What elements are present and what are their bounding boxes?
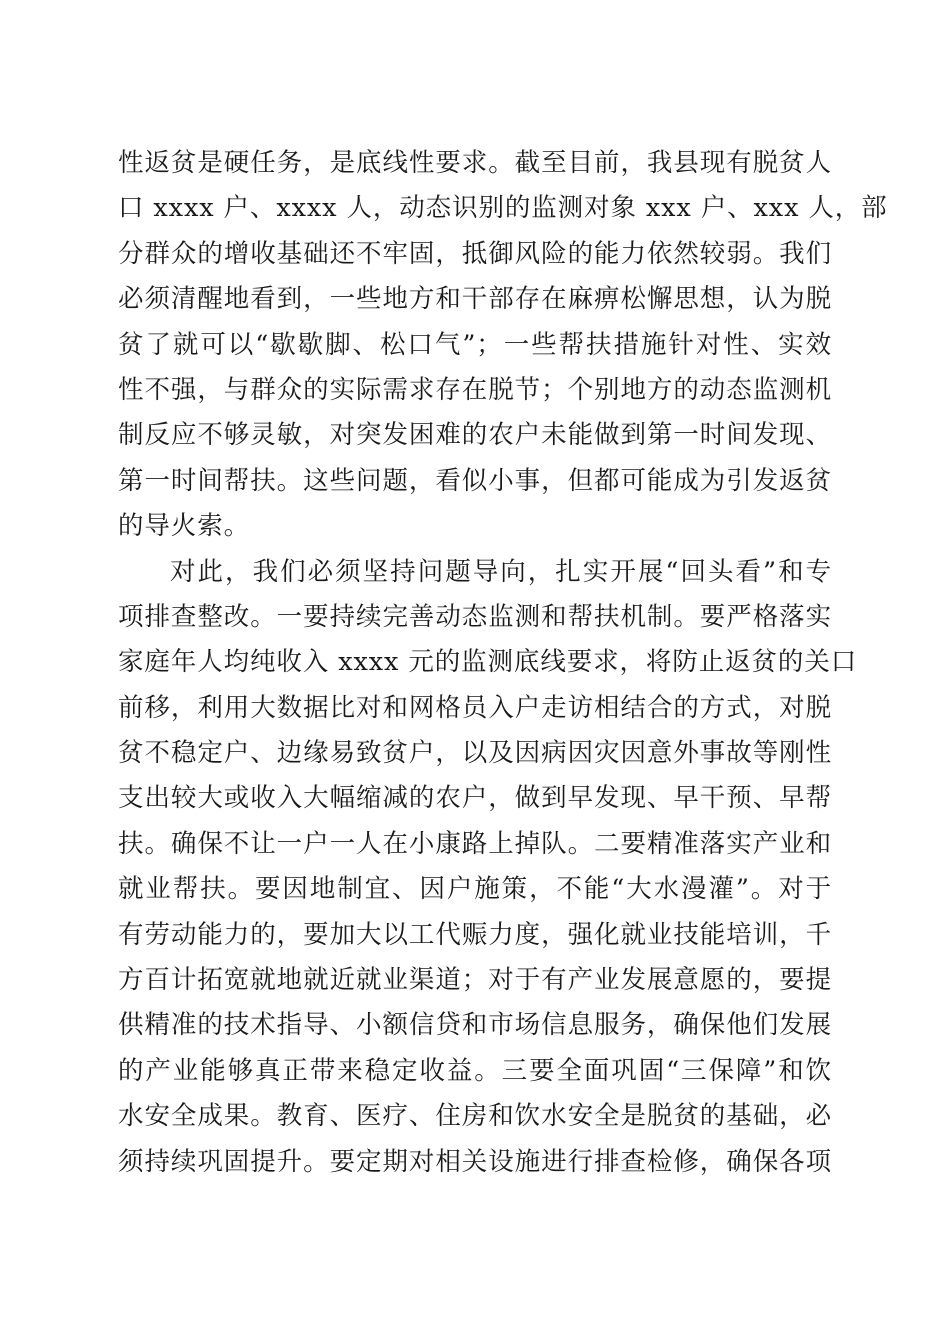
text-line: 有劳动能力的，要加大以工代赈力度，强化就业技能培训，千: [118, 919, 832, 950]
text-line: 对此，我们必须坚持问题导向，扎实开展“回头看”和专: [170, 556, 832, 587]
text-line: 的导火索。: [118, 511, 251, 542]
text-line: 水安全成果。教育、医疗、住房和饮水安全是脱贫的基础，必: [118, 1101, 832, 1132]
text-line: 性不强，与群众的实际需求存在脱节；个别地方的动态监测机: [118, 374, 832, 405]
text-line: 扶。确保不让一户一人在小康路上掉队。二要精准落实产业和: [118, 828, 832, 859]
text-line: 就业帮扶。要因地制宜、因户施策，不能“大水漫灌”。对于: [118, 874, 832, 905]
text-line: 必须清醒地看到，一些地方和干部存在麻痹松懈思想，认为脱: [118, 284, 832, 315]
text-line: 第一时间帮扶。这些问题，看似小事，但都可能成为引发返贫: [118, 465, 832, 496]
paragraph-2: [118, 550, 858, 1185]
text-line: 性返贫是硬任务，是底线性要求。截至目前，我县现有脱贫人: [118, 148, 832, 178]
text-line: 制反应不够灵敏，对突发困难的农户未能做到第一时间发现、: [118, 420, 832, 451]
text-line: 方百计拓宽就地就近就业渠道；对于有产业发展意愿的，要提: [118, 965, 832, 996]
text-line: 前移，利用大数据比对和网格员入户走访相结合的方式，对脱: [118, 692, 832, 723]
text-line: 的产业能够真正带来稳定收益。三要全面巩固“三保障”和饮: [118, 1055, 832, 1086]
text-line: 项排查整改。一要持续完善动态监测和帮扶机制。要严格落实: [118, 601, 832, 632]
text-line: 分群众的增收基础还不牢固，抵御风险的能力依然较弱。我们: [118, 238, 832, 269]
text-line: 须持续巩固提升。要定期对相关设施进行排查检修，确保各项: [118, 1146, 832, 1177]
document-body: [118, 141, 888, 1185]
text-line: 供精准的技术指导、小额信贷和市场信息服务，确保他们发展: [118, 1010, 832, 1041]
text-line: 支出较大或收入大幅缩减的农户，做到早发现、早干预、早帮: [118, 783, 832, 814]
text-line: 家庭年人均纯收入 xxxx 元的监测底线要求，将防止返贫的关口: [118, 647, 858, 678]
text-line: 贫了就可以“歇歇脚、松口气”；一些帮扶措施针对性、实效: [118, 329, 832, 360]
text-line: 贫不稳定户、边缘易致贫户，以及因病因灾因意外事故等刚性: [118, 738, 832, 769]
text-line: 口 xxxx 户、xxxx 人，动态识别的监测对象 xxx 户、xxx 人，部: [118, 193, 888, 224]
paragraph-1: [118, 141, 888, 550]
